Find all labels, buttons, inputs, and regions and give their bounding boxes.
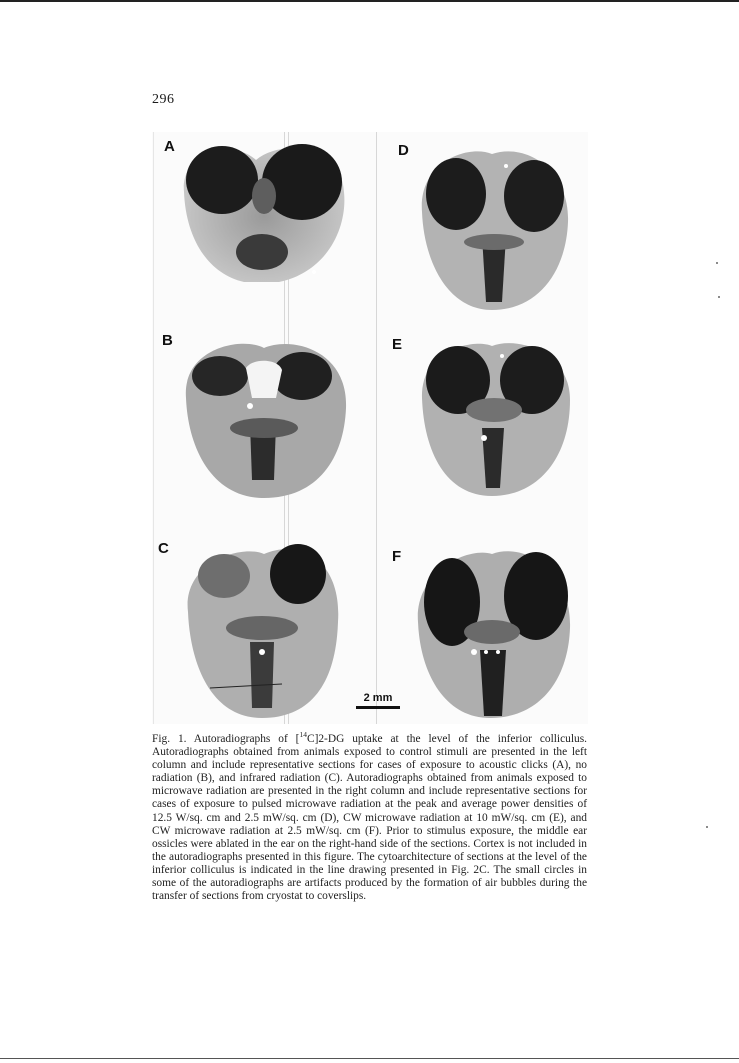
brain-section-image bbox=[378, 532, 588, 722]
caption-text: C]2-DG uptake at the level of the inferior colliculus. Autoradiographs obtained from animals exposed to control stimuli are presented in the left column and include representative sections for cases of exposure to acoustic clicks (A), no radiation (B), and infrared radiation (C). Autoradiographs obtained from animals exposed to microwave radiation are presented in the right column and include representative sections for cases of exposure to pulsed microwave radiation at the peak and average power densities of 12.5 W/sq. cm and 2.5 mW/sq. cm (D), CW microwave radiation at 10 mW/sq. cm (E), and CW microwave radiation at 2.5 mW/sq. cm (F). Prior to stimulus exposure, the middle ear ossicles were ablated in the ear on the right-hand side of the sections. Cortex is not included in the autoradiographs presented in this figure. The cytoarchitecture of sections at the level of the inferior colliculus is indicated in the line drawing presented in Fig. 2C. The small circles in some of the autoradiographs are artifacts produced by the formation of air bubbles during the transfer of sections from cryostat to coverslips. bbox=[152, 733, 587, 903]
autoradiograph-panel-c bbox=[152, 532, 362, 722]
brain-section-image bbox=[152, 328, 362, 498]
scale-bar bbox=[356, 692, 400, 709]
scale-bar-label: 2 mm bbox=[363, 692, 393, 704]
autoradiograph-panel-d bbox=[378, 132, 588, 312]
scan-line bbox=[376, 132, 377, 724]
autoradiograph-panel-f bbox=[378, 532, 588, 722]
panel-label-c: C bbox=[158, 540, 169, 557]
autoradiograph-panel-b bbox=[152, 328, 362, 498]
figure-caption bbox=[152, 730, 587, 903]
panel-label-b: B bbox=[162, 332, 173, 349]
page-top-rule bbox=[0, 0, 739, 2]
brain-section-image bbox=[152, 132, 362, 282]
autoradiograph-panel-e bbox=[378, 328, 588, 498]
figure-1 bbox=[152, 132, 588, 724]
scan-speck bbox=[718, 296, 720, 298]
scale-bar-line bbox=[356, 706, 400, 709]
scan-speck bbox=[706, 826, 708, 828]
brain-section-image bbox=[378, 132, 588, 312]
scan-speck bbox=[716, 262, 718, 264]
panel-label-d: D bbox=[398, 142, 409, 159]
brain-section-image bbox=[152, 532, 362, 722]
panel-label-e: E bbox=[392, 336, 403, 353]
caption-lead: Fig. 1. Autoradiographs of [ bbox=[152, 733, 300, 745]
page-number: 296 bbox=[152, 92, 175, 107]
page-bottom-rule bbox=[0, 1058, 739, 1059]
caption-superscript: 14 bbox=[299, 730, 307, 740]
brain-section-image bbox=[378, 328, 588, 498]
autoradiograph-panel-a bbox=[152, 132, 362, 282]
panel-label-f: F bbox=[392, 548, 402, 565]
panel-label-a: A bbox=[164, 138, 175, 155]
